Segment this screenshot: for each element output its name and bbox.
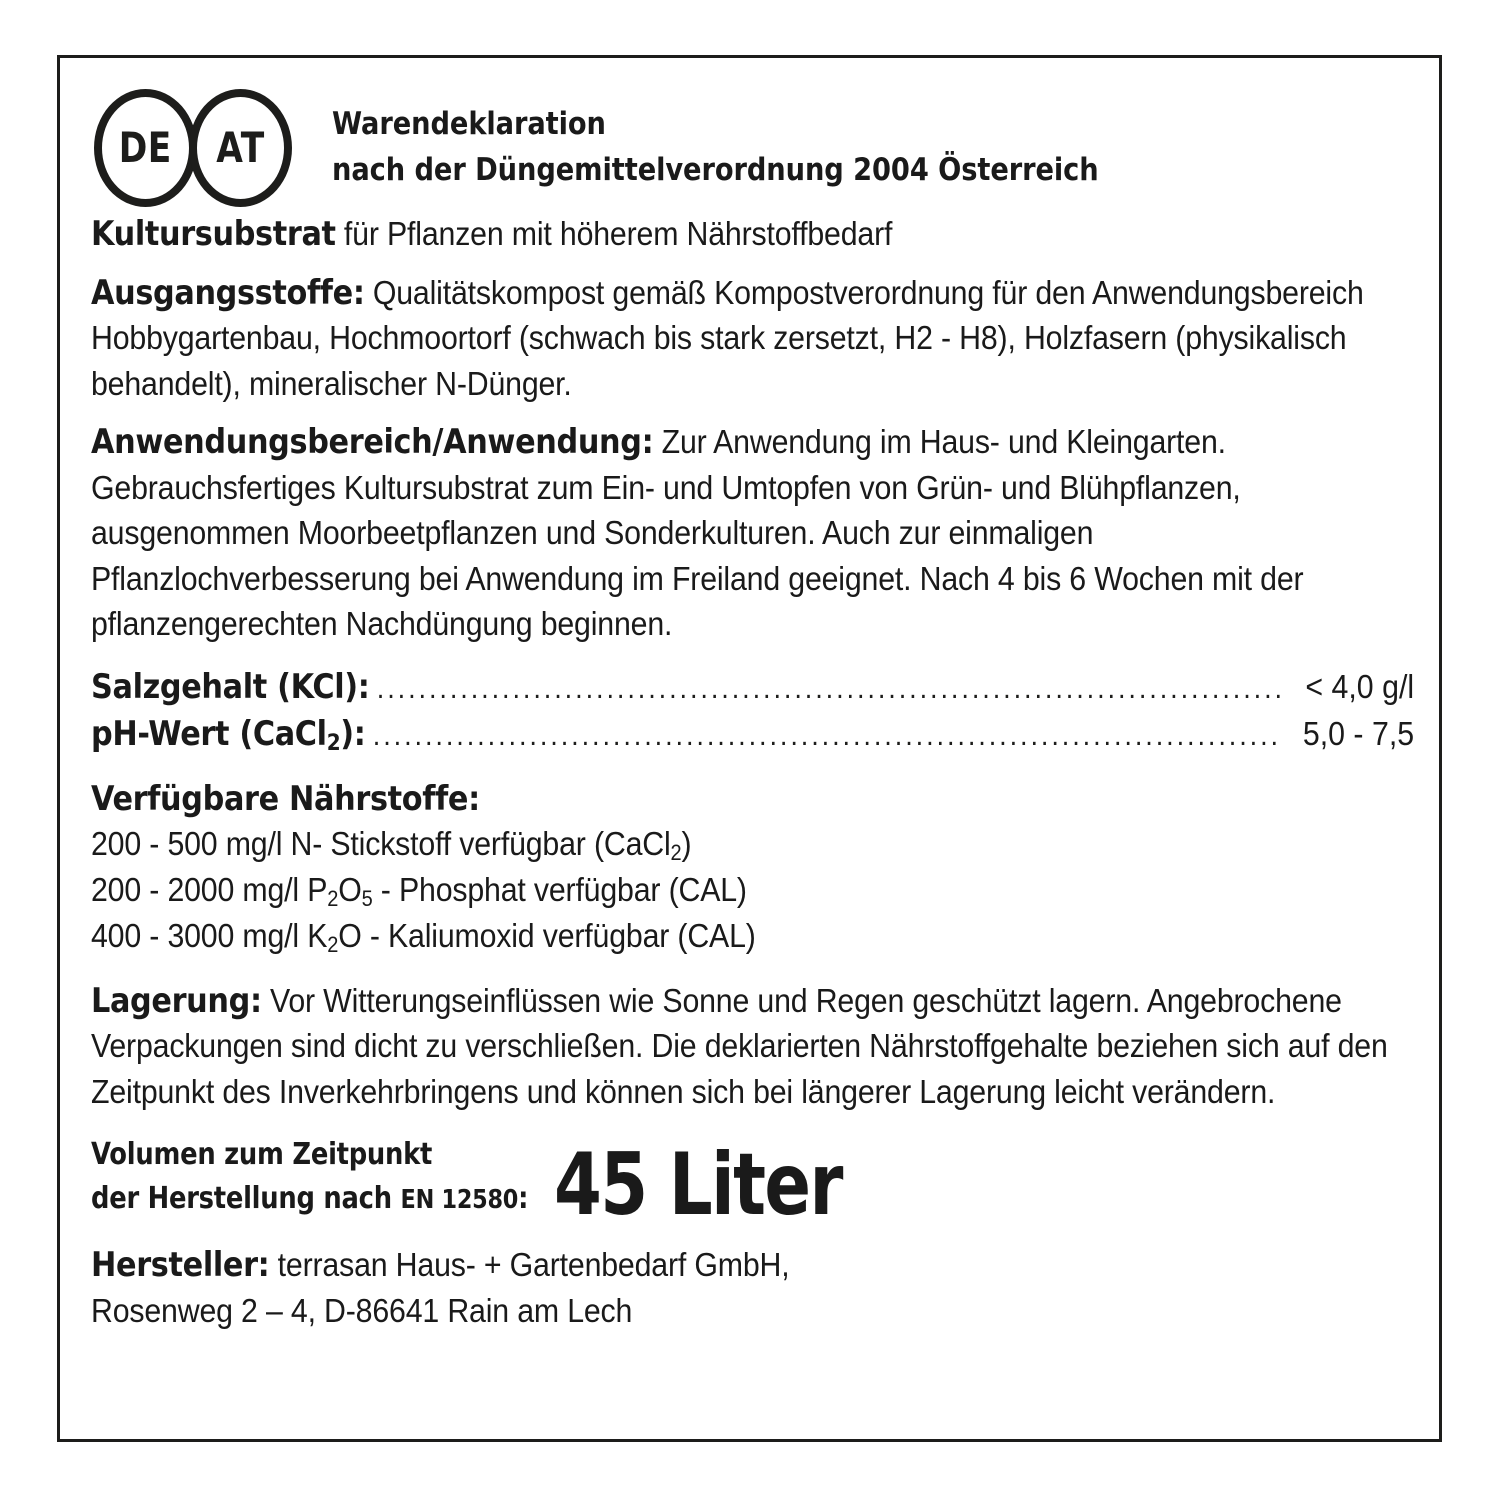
header-title-line2: nach der Düngemittelverordnung 2004 Österreich [332, 152, 1099, 188]
country-badge-group [94, 89, 292, 207]
ingredients-heading: Ausgangsstoffe: [91, 272, 365, 312]
label-header [91, 85, 1416, 211]
salt-content-label: Salzgehalt (KCl): [91, 666, 370, 706]
country-badge-de-label: DE [119, 123, 172, 172]
application-text: Zur Anwendung im Haus- und Kleingarten. Gebrauchsfertiges Kultursubstrat zum Ein- und Umtopfen von Grün- und Blühpflanzen, ausgenommen Moorbeetpflanzen und Sonderkulturen. Auch zur einmaligen Pflanzlochverbesserung bei Anwendung im Freiland geeignet. Nach 4 bis 6 Wochen mit der pflanzengerechten Nachdüngung beginnen. [91, 424, 1304, 643]
nutrients-section [91, 776, 1414, 960]
label-content [91, 85, 1416, 1335]
label-body [91, 211, 1414, 648]
volume-value: 45 Liter [554, 1135, 843, 1235]
manufacturer-address: Rosenweg 2 – 4, D-86641 Rain am Lech [91, 1293, 633, 1330]
application-heading: Anwendungsbereich/Anwendung: [91, 422, 654, 461]
volume-label-line1: Volumen zum Zeitpunkt [91, 1137, 433, 1172]
product-description-term: Kultursubstrat [91, 214, 336, 253]
country-badge-de [94, 89, 197, 207]
measurements-list [91, 664, 1414, 758]
volume-section [91, 1133, 1416, 1235]
phosphate-subscript-2: 5 [361, 885, 373, 911]
ph-subscript: 2 [326, 729, 341, 756]
header-title-line1: Warendeklaration [332, 106, 606, 143]
ingredients-text: Qualitätskompost gemäß Kompostverordnung für den Anwendungsbereich Hobbygartenbau, Hochmoortorf (schwach bis stark zersetzt, H2 - H8), Holzfasern (physikalisch behandelt), mineralischer N-Dünger. [91, 274, 1364, 403]
ph-value: 5,0 - 7,5 [1302, 715, 1415, 753]
application-paragraph [91, 419, 1414, 648]
nutrient-line-nitrogen: 200 - 500 mg/l N- Stickstoff verfügbar (CaCl$_2$) [91, 825, 692, 865]
ingredients-paragraph [91, 270, 1414, 408]
volume-label-line2: der Herstellung nach EN 12580: [91, 1181, 529, 1216]
manufacturer-name-row [91, 1242, 1414, 1289]
measurement-row-ph [91, 711, 1414, 758]
phosphate-subscript-1: 2 [327, 885, 339, 911]
nutrient-line-phosphate: 200 - 2000 mg/l $P_2O_5$ - Phosphat verfügbar (CAL) [91, 871, 747, 911]
storage-text: Vor Witterungseinflüssen wie Sonne und Regen geschützt lagern. Angebrochene Verpackungen sind dicht zu verschließen. Die deklarierten Nährstoffgehalte beziehen sich auf den Zeitpunkt des Inverkehrbringens und können sich bei längerer Lagerung leicht verändern. [91, 982, 1388, 1111]
potassium-subscript: 2 [327, 931, 339, 957]
storage-section [91, 978, 1414, 1116]
dotted-leader-icon: ....................................................................................... [376, 671, 1285, 705]
declaration-label-card [57, 55, 1442, 1442]
nutrient-line-potassium: 400 - 3000 mg/l $K_2O$ - Kaliumoxid verfügbar (CAL) [91, 917, 756, 957]
manufacturer-section [91, 1242, 1414, 1335]
storage-heading: Lagerung: [91, 980, 262, 1020]
nitrogen-subscript: 2 [670, 839, 682, 865]
nutrients-heading: Verfügbare Nährstoffe: [91, 778, 480, 818]
dotted-leader-icon: ....................................................................................... [372, 718, 1282, 752]
manufacturer-name: terrasan Haus- + Gartenbedarf GmbH, [269, 1247, 790, 1284]
measurement-row-salt [91, 664, 1414, 711]
product-description [91, 211, 1414, 258]
storage-paragraph [91, 978, 1414, 1116]
volume-label [91, 1133, 528, 1222]
volume-standard-code: EN 12580 [400, 1185, 519, 1215]
salt-content-value: < 4,0 g/l [1305, 668, 1415, 706]
product-description-text: für Pflanzen mit höherem Nährstoffbedarf [335, 216, 893, 253]
country-badge-at [189, 89, 292, 207]
header-title [332, 102, 1099, 193]
manufacturer-heading: Hersteller: [91, 1245, 270, 1284]
country-badge-at-label: AT [216, 123, 265, 172]
ph-value-label: pH-Wert (CaCl$_2$): [91, 713, 366, 756]
